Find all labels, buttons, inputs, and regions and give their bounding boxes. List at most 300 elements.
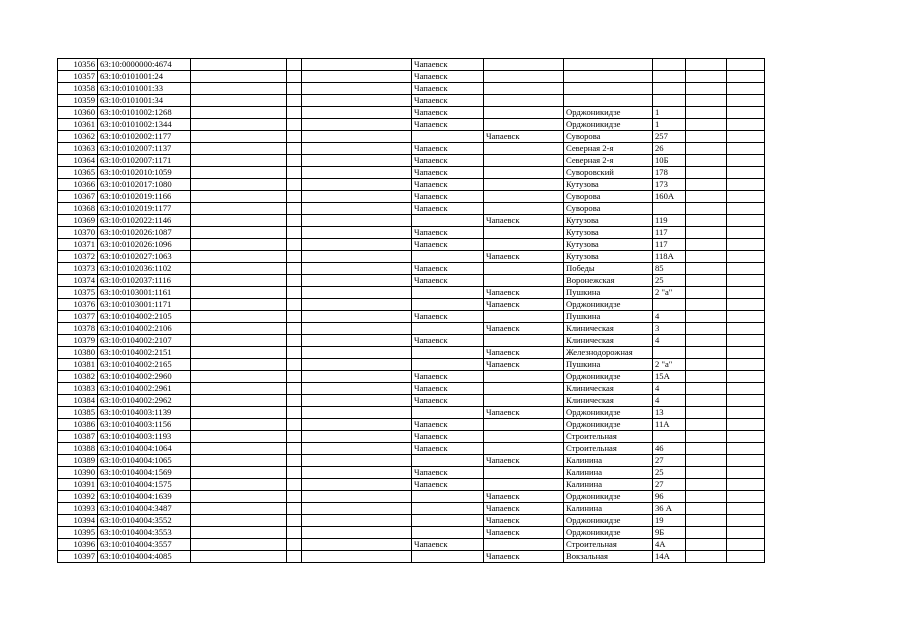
empty-cell xyxy=(191,155,287,167)
empty-cell xyxy=(727,479,765,491)
empty-cell xyxy=(191,455,287,467)
row-number-cell: 10368 xyxy=(58,203,98,215)
empty-cell xyxy=(686,167,727,179)
house-number-cell: 36 А xyxy=(653,503,686,515)
empty-cell xyxy=(727,227,765,239)
city-cell xyxy=(412,131,484,143)
empty-cell xyxy=(302,95,412,107)
table-row xyxy=(58,107,765,119)
empty-cell xyxy=(191,239,287,251)
city-cell: Чапаевск xyxy=(412,539,484,551)
cadastral-number-cell: 63:10:0104004:3487 xyxy=(98,503,191,515)
city-cell: Чапаевск xyxy=(412,71,484,83)
empty-cell xyxy=(686,275,727,287)
empty-cell xyxy=(191,443,287,455)
city-cell: Чапаевск xyxy=(412,371,484,383)
row-number-cell: 10373 xyxy=(58,263,98,275)
empty-cell xyxy=(727,515,765,527)
row-number-cell: 10371 xyxy=(58,239,98,251)
table-row xyxy=(58,251,765,263)
house-number-cell: 4А xyxy=(653,539,686,551)
empty-cell xyxy=(302,251,412,263)
cadastral-number-cell: 63:10:0104004:3553 xyxy=(98,527,191,539)
city-cell: Чапаевск xyxy=(412,143,484,155)
empty-cell xyxy=(287,407,302,419)
city-cell: Чапаевск xyxy=(412,419,484,431)
empty-cell xyxy=(287,131,302,143)
empty-cell xyxy=(302,227,412,239)
city-cell xyxy=(412,455,484,467)
row-number-cell: 10360 xyxy=(58,107,98,119)
street-cell: Калинина xyxy=(564,455,653,467)
city-cell: Чапаевск xyxy=(412,275,484,287)
settlement-cell xyxy=(484,371,564,383)
city-cell xyxy=(412,215,484,227)
empty-cell xyxy=(686,515,727,527)
table-row xyxy=(58,299,765,311)
empty-cell xyxy=(287,467,302,479)
table-row xyxy=(58,143,765,155)
city-cell: Чапаевск xyxy=(412,155,484,167)
empty-cell xyxy=(686,479,727,491)
empty-cell xyxy=(302,155,412,167)
empty-cell xyxy=(302,119,412,131)
cadastral-number-cell: 63:10:0104002:2960 xyxy=(98,371,191,383)
empty-cell xyxy=(686,443,727,455)
house-number-cell: 85 xyxy=(653,263,686,275)
row-number-cell: 10394 xyxy=(58,515,98,527)
empty-cell xyxy=(686,263,727,275)
empty-cell xyxy=(191,95,287,107)
empty-cell xyxy=(287,251,302,263)
empty-cell xyxy=(302,263,412,275)
house-number-cell: 117 xyxy=(653,227,686,239)
empty-cell xyxy=(727,371,765,383)
empty-cell xyxy=(287,539,302,551)
empty-cell xyxy=(727,71,765,83)
street-cell xyxy=(564,83,653,95)
empty-cell xyxy=(302,479,412,491)
row-number-cell: 10385 xyxy=(58,407,98,419)
row-number-cell: 10392 xyxy=(58,491,98,503)
empty-cell xyxy=(287,167,302,179)
settlement-cell: Чапаевск xyxy=(484,131,564,143)
settlement-cell xyxy=(484,179,564,191)
empty-cell xyxy=(191,311,287,323)
table-row xyxy=(58,71,765,83)
city-cell: Чапаевск xyxy=(412,167,484,179)
street-cell: Суворова xyxy=(564,203,653,215)
city-cell xyxy=(412,503,484,515)
empty-cell xyxy=(302,239,412,251)
cadastral-number-cell: 63:10:0101002:1344 xyxy=(98,119,191,131)
empty-cell xyxy=(302,491,412,503)
settlement-cell: Чапаевск xyxy=(484,551,564,563)
empty-cell xyxy=(302,59,412,71)
table-row xyxy=(58,419,765,431)
city-cell xyxy=(412,323,484,335)
street-cell: Пушкина xyxy=(564,311,653,323)
empty-cell xyxy=(302,299,412,311)
empty-cell xyxy=(727,83,765,95)
empty-cell xyxy=(686,119,727,131)
house-number-cell: 160А xyxy=(653,191,686,203)
city-cell: Чапаевск xyxy=(412,59,484,71)
city-cell: Чапаевск xyxy=(412,107,484,119)
city-cell: Чапаевск xyxy=(412,263,484,275)
empty-cell xyxy=(727,251,765,263)
empty-cell xyxy=(686,227,727,239)
empty-cell xyxy=(727,359,765,371)
empty-cell xyxy=(287,275,302,287)
street-cell xyxy=(564,95,653,107)
row-number-cell: 10357 xyxy=(58,71,98,83)
empty-cell xyxy=(287,179,302,191)
row-number-cell: 10379 xyxy=(58,335,98,347)
empty-cell xyxy=(191,323,287,335)
empty-cell xyxy=(191,383,287,395)
empty-cell xyxy=(686,203,727,215)
city-cell xyxy=(412,527,484,539)
street-cell: Кутузова xyxy=(564,227,653,239)
table-row xyxy=(58,83,765,95)
empty-cell xyxy=(302,395,412,407)
settlement-cell xyxy=(484,227,564,239)
empty-cell xyxy=(727,95,765,107)
empty-cell xyxy=(302,191,412,203)
empty-cell xyxy=(287,107,302,119)
empty-cell xyxy=(287,491,302,503)
empty-cell xyxy=(686,347,727,359)
row-number-cell: 10391 xyxy=(58,479,98,491)
settlement-cell: Чапаевск xyxy=(484,323,564,335)
cadastral-number-cell: 63:10:0104004:1639 xyxy=(98,491,191,503)
empty-cell xyxy=(191,107,287,119)
row-number-cell: 10382 xyxy=(58,371,98,383)
house-number-cell: 118А xyxy=(653,251,686,263)
cadastral-number-cell: 63:10:0101001:24 xyxy=(98,71,191,83)
street-cell: Кутузова xyxy=(564,215,653,227)
house-number-cell: 4 xyxy=(653,395,686,407)
cadastral-number-cell: 63:10:0103001:1171 xyxy=(98,299,191,311)
empty-cell xyxy=(727,143,765,155)
empty-cell xyxy=(686,467,727,479)
settlement-cell xyxy=(484,467,564,479)
house-number-cell: 1 xyxy=(653,119,686,131)
empty-cell xyxy=(287,311,302,323)
settlement-cell xyxy=(484,83,564,95)
street-cell xyxy=(564,59,653,71)
city-cell xyxy=(412,299,484,311)
empty-cell xyxy=(686,539,727,551)
table-row xyxy=(58,167,765,179)
empty-cell xyxy=(727,539,765,551)
settlement-cell xyxy=(484,431,564,443)
empty-cell xyxy=(727,383,765,395)
cadastral-number-cell: 63:10:0102036:1102 xyxy=(98,263,191,275)
empty-cell xyxy=(287,455,302,467)
empty-cell xyxy=(287,119,302,131)
empty-cell xyxy=(287,143,302,155)
empty-cell xyxy=(287,95,302,107)
house-number-cell: 10Б xyxy=(653,155,686,167)
empty-cell xyxy=(727,179,765,191)
city-cell: Чапаевск xyxy=(412,179,484,191)
cadastral-number-cell: 63:10:0104004:1065 xyxy=(98,455,191,467)
empty-cell xyxy=(191,335,287,347)
house-number-cell: 13 xyxy=(653,407,686,419)
table-row xyxy=(58,227,765,239)
empty-cell xyxy=(686,251,727,263)
empty-cell xyxy=(727,431,765,443)
empty-cell xyxy=(191,119,287,131)
empty-cell xyxy=(727,467,765,479)
settlement-cell xyxy=(484,335,564,347)
house-number-cell: 11А xyxy=(653,419,686,431)
cadastral-number-cell: 63:10:0104004:1569 xyxy=(98,467,191,479)
empty-cell xyxy=(727,275,765,287)
empty-cell xyxy=(191,479,287,491)
row-number-cell: 10378 xyxy=(58,323,98,335)
table-row xyxy=(58,287,765,299)
house-number-cell: 9Б xyxy=(653,527,686,539)
table-row xyxy=(58,191,765,203)
city-cell xyxy=(412,491,484,503)
empty-cell xyxy=(191,179,287,191)
city-cell: Чапаевск xyxy=(412,467,484,479)
empty-cell xyxy=(191,143,287,155)
empty-cell xyxy=(287,395,302,407)
city-cell: Чапаевск xyxy=(412,119,484,131)
empty-cell xyxy=(302,311,412,323)
city-cell xyxy=(412,347,484,359)
empty-cell xyxy=(302,527,412,539)
settlement-cell xyxy=(484,539,564,551)
row-number-cell: 10363 xyxy=(58,143,98,155)
cadastral-number-cell: 63:10:0104004:4085 xyxy=(98,551,191,563)
empty-cell xyxy=(686,131,727,143)
row-number-cell: 10358 xyxy=(58,83,98,95)
empty-cell xyxy=(287,299,302,311)
street-cell: Клиническая xyxy=(564,323,653,335)
empty-cell xyxy=(686,239,727,251)
empty-cell xyxy=(302,515,412,527)
empty-cell xyxy=(191,551,287,563)
empty-cell xyxy=(287,59,302,71)
table-row xyxy=(58,95,765,107)
city-cell: Чапаевск xyxy=(412,311,484,323)
empty-cell xyxy=(287,443,302,455)
street-cell: Победы xyxy=(564,263,653,275)
city-cell xyxy=(412,287,484,299)
empty-cell xyxy=(287,323,302,335)
street-cell: Строительная xyxy=(564,539,653,551)
empty-cell xyxy=(727,107,765,119)
row-number-cell: 10364 xyxy=(58,155,98,167)
empty-cell xyxy=(302,359,412,371)
house-number-cell: 15А xyxy=(653,371,686,383)
cadastral-number-cell: 63:10:0102026:1096 xyxy=(98,239,191,251)
city-cell: Чапаевск xyxy=(412,95,484,107)
row-number-cell: 10365 xyxy=(58,167,98,179)
empty-cell xyxy=(686,455,727,467)
empty-cell xyxy=(686,311,727,323)
house-number-cell: 173 xyxy=(653,179,686,191)
property-register-table xyxy=(57,58,765,563)
house-number-cell: 96 xyxy=(653,491,686,503)
empty-cell xyxy=(727,239,765,251)
house-number-cell: 117 xyxy=(653,239,686,251)
empty-cell xyxy=(191,491,287,503)
row-number-cell: 10381 xyxy=(58,359,98,371)
empty-cell xyxy=(727,131,765,143)
empty-cell xyxy=(191,287,287,299)
city-cell xyxy=(412,551,484,563)
settlement-cell: Чапаевск xyxy=(484,287,564,299)
empty-cell xyxy=(287,551,302,563)
empty-cell xyxy=(191,275,287,287)
settlement-cell xyxy=(484,167,564,179)
city-cell: Чапаевск xyxy=(412,383,484,395)
cadastral-number-cell: 63:10:0104004:3557 xyxy=(98,539,191,551)
city-cell: Чапаевск xyxy=(412,83,484,95)
empty-cell xyxy=(686,407,727,419)
table-row xyxy=(58,515,765,527)
street-cell: Суворовский xyxy=(564,167,653,179)
empty-cell xyxy=(686,191,727,203)
empty-cell xyxy=(302,167,412,179)
empty-cell xyxy=(287,479,302,491)
empty-cell xyxy=(686,383,727,395)
street-cell: Клиническая xyxy=(564,383,653,395)
empty-cell xyxy=(191,131,287,143)
table-row xyxy=(58,239,765,251)
settlement-cell: Чапаевск xyxy=(484,359,564,371)
table-row xyxy=(58,359,765,371)
row-number-cell: 10376 xyxy=(58,299,98,311)
empty-cell xyxy=(302,335,412,347)
settlement-cell xyxy=(484,275,564,287)
empty-cell xyxy=(727,395,765,407)
empty-cell xyxy=(727,59,765,71)
empty-cell xyxy=(302,347,412,359)
empty-cell xyxy=(686,71,727,83)
cadastral-number-cell: 63:10:0102010:1059 xyxy=(98,167,191,179)
table-row xyxy=(58,311,765,323)
cadastral-number-cell: 63:10:0104002:2962 xyxy=(98,395,191,407)
cadastral-number-cell: 63:10:0102019:1177 xyxy=(98,203,191,215)
empty-cell xyxy=(191,503,287,515)
city-cell: Чапаевск xyxy=(412,227,484,239)
empty-cell xyxy=(191,203,287,215)
empty-cell xyxy=(727,191,765,203)
empty-cell xyxy=(191,467,287,479)
street-cell: Калинина xyxy=(564,467,653,479)
empty-cell xyxy=(727,215,765,227)
empty-cell xyxy=(686,527,727,539)
empty-cell xyxy=(302,455,412,467)
settlement-cell xyxy=(484,479,564,491)
empty-cell xyxy=(287,347,302,359)
settlement-cell xyxy=(484,383,564,395)
empty-cell xyxy=(287,335,302,347)
street-cell: Северная 2-я xyxy=(564,155,653,167)
empty-cell xyxy=(287,383,302,395)
empty-cell xyxy=(727,287,765,299)
street-cell: Строительная xyxy=(564,443,653,455)
settlement-cell xyxy=(484,419,564,431)
table-body xyxy=(58,59,765,563)
house-number-cell: 26 xyxy=(653,143,686,155)
settlement-cell: Чапаевск xyxy=(484,455,564,467)
table-row xyxy=(58,527,765,539)
row-number-cell: 10389 xyxy=(58,455,98,467)
street-cell: Орджоникидзе xyxy=(564,491,653,503)
row-number-cell: 10372 xyxy=(58,251,98,263)
empty-cell xyxy=(686,155,727,167)
cadastral-number-cell: 63:10:0104004:1064 xyxy=(98,443,191,455)
city-cell: Чапаевск xyxy=(412,203,484,215)
empty-cell xyxy=(686,431,727,443)
empty-cell xyxy=(287,263,302,275)
table-row xyxy=(58,491,765,503)
row-number-cell: 10359 xyxy=(58,95,98,107)
street-cell: Кутузова xyxy=(564,251,653,263)
table-row xyxy=(58,59,765,71)
settlement-cell xyxy=(484,155,564,167)
row-number-cell: 10386 xyxy=(58,419,98,431)
empty-cell xyxy=(191,371,287,383)
city-cell: Чапаевск xyxy=(412,335,484,347)
cadastral-number-cell: 63:10:0104004:1575 xyxy=(98,479,191,491)
empty-cell xyxy=(727,263,765,275)
empty-cell xyxy=(302,467,412,479)
street-cell: Клиническая xyxy=(564,395,653,407)
city-cell: Чапаевск xyxy=(412,479,484,491)
row-number-cell: 10375 xyxy=(58,287,98,299)
street-cell: Орджоникидзе xyxy=(564,299,653,311)
row-number-cell: 10366 xyxy=(58,179,98,191)
row-number-cell: 10361 xyxy=(58,119,98,131)
empty-cell xyxy=(727,419,765,431)
house-number-cell: 27 xyxy=(653,455,686,467)
house-number-cell: 4 xyxy=(653,311,686,323)
empty-cell xyxy=(686,179,727,191)
cadastral-number-cell: 63:10:0102026:1087 xyxy=(98,227,191,239)
table-row xyxy=(58,407,765,419)
empty-cell xyxy=(287,83,302,95)
cadastral-number-cell: 63:10:0102037:1116 xyxy=(98,275,191,287)
street-cell: Орджоникидзе xyxy=(564,119,653,131)
cadastral-number-cell: 63:10:0102017:1080 xyxy=(98,179,191,191)
street-cell xyxy=(564,71,653,83)
city-cell: Чапаевск xyxy=(412,443,484,455)
row-number-cell: 10369 xyxy=(58,215,98,227)
empty-cell xyxy=(727,347,765,359)
street-cell: Строительная xyxy=(564,431,653,443)
row-number-cell: 10380 xyxy=(58,347,98,359)
house-number-cell xyxy=(653,347,686,359)
empty-cell xyxy=(287,155,302,167)
house-number-cell xyxy=(653,203,686,215)
empty-cell xyxy=(727,443,765,455)
settlement-cell xyxy=(484,119,564,131)
row-number-cell: 10395 xyxy=(58,527,98,539)
street-cell: Железнодорожная xyxy=(564,347,653,359)
empty-cell xyxy=(191,215,287,227)
table-row xyxy=(58,455,765,467)
empty-cell xyxy=(302,131,412,143)
